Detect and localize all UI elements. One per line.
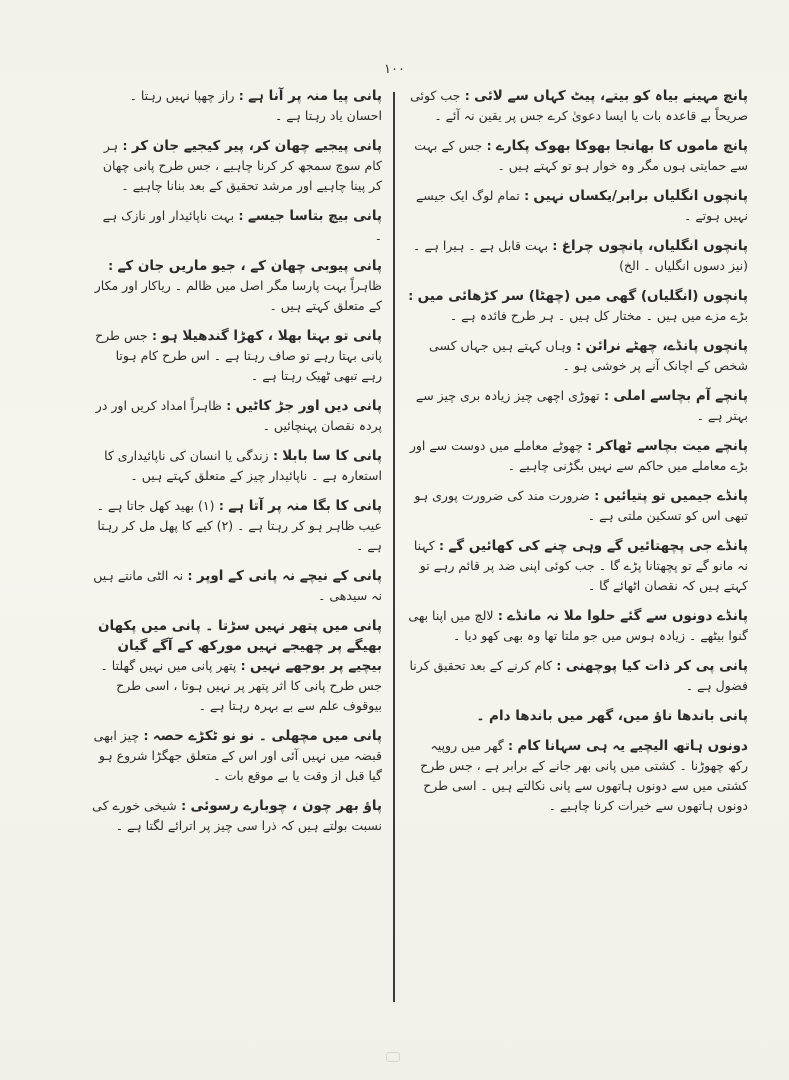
proverb-meaning: زندگی یا انسان کی ناپائیداری کا استعارہ ہے ۔ ناپائیدار چیز کے متعلق کہتے ہیں ۔ [104,448,382,483]
proverb-entry [92,796,382,836]
proverb-entry [408,236,748,276]
term-separator: : [236,658,250,673]
proverb-term: پانی میں مچھلی ۔ نو نو ٹکڑے حصہ [152,728,382,744]
proverb-entry [92,726,382,786]
proverb-term: پانچوں انگلیاں، پانچوں چراغ [561,238,748,254]
term-separator: : [493,608,508,623]
proverb-term: پانڈے جی پچھتائیں گے وہی چنے کی کھائیں گے [448,538,748,554]
proverb-term: پانی کا سا بابلا [282,448,382,464]
proverb-term: پانی پی کر ذات کیا پوچھنی [565,658,748,674]
proverb-meaning: ظاہراً بہت پارسا مگر اصل میں ظالم ۔ ریاکار اور مکار کے متعلق کہتے ہیں ۔ [94,278,382,313]
proverb-meaning: بہت قابل ہے ۔ ہیرا ہے ۔ (نیز دسوں انگلیاں ۔ الخ) [413,238,748,273]
proverb-entry [92,326,382,386]
proverb-entry [408,286,748,326]
proverb-term: پانی پیوبی چھان کے ، جیو ماریں جان کے [117,258,382,274]
proverb-term: پانی بیچ بتاسا جیسے [247,208,382,224]
term-separator: : [183,568,197,583]
term-separator: : [482,138,496,153]
term-separator: : [552,658,566,673]
proverb-entry [408,136,748,176]
proverb-meaning: جب کوئی صریحاً بے قاعدہ بات یا ایسا دعویٰ کرے جس پر یقین نہ آئے ۔ [410,88,748,123]
term-separator: : [147,328,162,343]
proverb-meaning: چھوٹے معاملے میں دوست سے اور بڑے معاملے میں حاکم سے نہیں بگڑنی چاہیے ۔ [409,438,748,473]
proverb-meaning: بہت ناپائیدار اور نازک ہے ۔ [102,208,382,243]
proverb-term: پانی تو بہتا بھلا ، کھڑا گندھیلا ہو [161,328,382,344]
term-separator: : [214,498,229,513]
proverb-meaning: پتھر پانی میں نہیں گھلتا ۔ جس طرح پانی کا اثر پتھر پر نہیں ہوتا ، اسی طرح بیوقوف علم سے بے بہرہ رہتا ہے ۔ [100,658,382,713]
proverb-term: پانڈے دونوں سے گئے حلوا ملا نہ مانڈے [507,608,748,624]
proverb-entry [92,396,382,436]
proverb-meaning: کہنا نہ مانو گے تو پچھتانا پڑے گا ۔ جب کوئی اپنی ضد پر قائم رہے تو کہتے ہیں کہ نقصان اٹھائے گا ۔ [413,538,748,593]
proverb-meaning: لالچ میں اپنا بھی گنوا بیٹھے ۔ زیادہ ہوس میں جو ملتا تھا وہ بھی کھو دیا ۔ [408,608,748,643]
proverb-meaning: ظاہراً امداد کریں اور در پردہ نقصان پہنچائیں ۔ [95,398,382,433]
proverb-entry [408,186,748,226]
proverb-term: پانچ مہینے بیاہ کو بیتے، پیٹ کہاں سے لائی [474,88,748,104]
proverb-entry [408,336,748,376]
proverb-meaning: (۱) بھید کھل جاتا ہے ۔ عیب ظاہر ہو کر رہتا ہے ۔ (۲) کیے کا پھل مل کر رہتا ہے ۔ [96,498,382,553]
proverb-term: پانچوں انگلیاں برابر/یکساں نہیں [533,188,748,204]
term-separator: : [408,288,418,303]
proverb-term: دونوں ہاتھ الیچیے یہ ہی سہانا کام [517,738,748,754]
term-separator: : [118,138,132,153]
proverb-term: پانی دیں اور جڑ کاٹیں [235,398,382,414]
proverb-entry [92,566,382,606]
proverb-term: پانچ ماموں کا بھانجا بھوکا بھوک پکارے [495,138,748,154]
proverb-term: پانی کا بگا منہ پر آتا ہے [228,498,382,514]
proverb-term: پانچوں (انگلیاں) گھی میں (چھٹا) سر کڑھائی میں [417,288,748,304]
term-separator: : [234,208,248,223]
right-column [408,86,748,826]
page-footer-mark [386,1052,400,1062]
left-column [92,86,382,846]
proverb-meaning: چیز ابھی قبضہ میں نہیں آئی اور اس کے متعلق جھگڑا شروع ہو گیا قبل از وقت یا بے موقع بات ۔ [93,728,382,783]
proverb-meaning: جس طرح پانی بہتا رہے تو صاف رہتا ہے ۔ اس طرح کام ہوتا رہے تبھی ٹھیک رہتا ہے ۔ [95,328,382,383]
term-separator: : [589,488,604,503]
proverb-meaning: ہر کام سوچ سمجھ کر کرنا چاہیے ، جس طرح پانی چھان کر پینا چاہیے اور مرشد تحقیق کے بعد بنانا چاہیے ۔ [102,138,382,193]
term-separator: : [234,88,249,103]
proverb-term: پانڈے جیمیں تو پتیائیں [603,488,748,504]
proverb-entry [408,736,748,816]
proverb-entry [408,606,748,646]
proverb-term: پانی میں پتھر نہیں سڑتا ۔ پانی میں پکھان بھیگے پر چھیجے نہیں مورکھ کے آگے گیان بیچیے پر بوجھے نہیں [97,618,382,674]
proverb-meaning: تھوڑی اچھی چیز زیادہ بری چیز سے بہتر ہے ۔ [415,388,748,423]
proverb-meaning: راز چھپا نہیں رہتا ۔ احسان یاد رہتا ہے ۔ [129,88,382,123]
proverb-entry [92,616,382,716]
term-separator: : [571,338,586,353]
proverb-meaning: ضرورت مند کی ضرورت پوری ہو تبھی اس کو تسکین ملتی ہے ۔ [414,488,748,523]
proverb-entry [408,536,748,596]
proverb-meaning: جس کے بہت سے حمایتی ہوں مگر وہ خوار ہو تو کہتے ہیں ۔ [414,138,748,173]
proverb-meaning: گھر میں روپیہ رکھ چھوڑنا ۔ کشتی میں پانی بھر جانے کے برابر ہے ، جس طرح کشتی میں سے دونوں ہاتھوں سے پانی نکالتے ہیں ۔ اسی طرح دونوں ہاتھوں سے خیرات کرنا چاہیے ۔ [420,738,748,813]
proverb-meaning: کام کرنے کے بعد تحقیق کرنا فضول ہے ۔ [409,658,748,693]
proverb-meaning: وہاں کہتے ہیں جہاں کسی شخص کے اچانک آنے پر خوشی ہو ۔ [429,338,748,373]
proverb-entry [92,136,382,196]
proverb-term: پانی پیا منہ پر آنا ہے [248,88,382,104]
term-separator: : [268,448,283,463]
term-separator: : [139,728,153,743]
term-separator: : [548,238,562,253]
proverb-meaning: بڑے مزے میں ہیں ۔ مختار کل ہیں ۔ ہر طرح فائدہ ہے ۔ [449,308,748,323]
term-separator: : [460,88,475,103]
proverb-entry [408,486,748,526]
proverb-entry [408,656,748,696]
term-separator: : [108,258,118,273]
proverb-entry [92,496,382,556]
term-separator: : [221,398,236,413]
proverb-entry [92,256,382,316]
term-separator: : [519,188,534,203]
proverb-entry [408,436,748,476]
term-separator: : [599,388,614,403]
proverb-term: پانچوں پانڈے، چھٹے نرائن [585,338,748,354]
proverb-entry [92,206,382,246]
proverb-meaning: نہ الٹی مانتے ہیں نہ سیدھی ۔ [93,568,382,603]
proverb-meaning: شیخی خورے کی نسبت بولتے ہیں کہ ذرا سی چیز پر اترائے لگتا ہے ۔ [92,798,382,833]
proverb-entry [92,86,382,126]
proverb-term: پانی کے نیچے نہ پانی کے اوپر [196,568,382,584]
proverb-entry [92,446,382,486]
proverb-term: پاؤ بھر چون ، چوبارے رسوئی [190,798,382,814]
proverb-term: پانچے میت بچاسے ٹھاکر [596,438,748,454]
column-divider [393,92,395,1002]
proverb-term: پانچے آم بچاسے املی [613,388,748,404]
proverb-meaning: تمام لوگ ایک جیسے نہیں ہوتے ۔ [415,188,748,223]
term-separator: : [176,798,191,813]
page-number: ۱۰۰ [384,62,405,77]
proverb-entry [408,386,748,426]
term-separator: : [503,738,518,753]
proverb-entry [408,706,748,726]
term-separator: : [434,538,449,553]
proverb-term: پانی پیجیے چھان کر، پیر کیجیے جان کر [131,138,382,154]
proverb-entry [408,86,748,126]
proverb-term: پانی باندھا ناؤ میں، گھر میں باندھا دام ۔ [476,708,748,724]
term-separator: : [582,438,597,453]
